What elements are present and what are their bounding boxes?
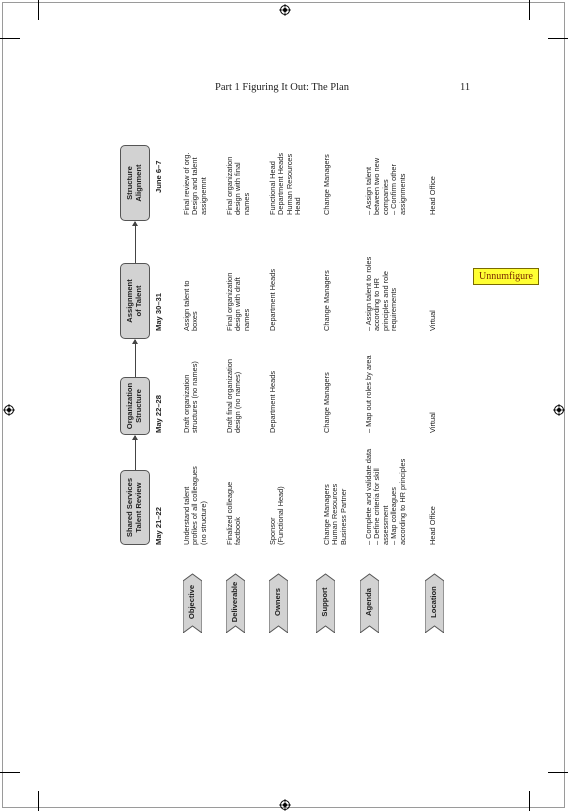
crop-mark-bottom-right-horizontal: [548, 772, 568, 773]
page-number: 11: [460, 82, 471, 93]
row-label-text: Objective: [187, 584, 197, 620]
crop-mark-top-right-vertical: [529, 0, 530, 20]
row-label-text: Deliverable: [230, 581, 240, 623]
registration-mark-left: [3, 404, 15, 416]
cell-objective-1: Understand talent profiles of all colleagues (no structure): [182, 466, 208, 545]
unnumbered-figure-stamp: Unnumfigure: [473, 268, 539, 285]
stage-box-structure-alignment: Structure Alignment: [120, 145, 150, 221]
cell-location-4: Head Office: [428, 176, 437, 215]
stage-date-3: May 30–31: [154, 293, 163, 331]
row-label-agenda: [360, 573, 379, 633]
registration-mark-top: [279, 4, 291, 16]
cell-deliverable-2: Draft final organization design (no names): [225, 359, 243, 433]
row-label-support: [316, 573, 335, 633]
stage-box-assignment-of-talent: Assignment of Talent: [120, 263, 150, 339]
row-label-text: Agenda: [364, 588, 374, 616]
cell-location-1: Head Office: [428, 506, 437, 545]
cell-owners-1: Sponsor (Functional Head): [268, 486, 286, 545]
row-label-text: Location: [429, 586, 439, 618]
row-label-owners: [269, 573, 288, 633]
cell-deliverable-4: Final organization design with final names: [225, 156, 251, 215]
registration-mark-right: [553, 404, 565, 416]
stage-date-1: May 21–22: [154, 507, 163, 545]
arrow-stage-2-to-3: [135, 340, 136, 377]
row-label-text: Support: [320, 587, 330, 617]
cell-agenda-3: – Assign talent to roles according to HR principles and role requirements: [364, 256, 399, 331]
crop-mark-top-left-vertical: [38, 0, 39, 20]
cell-objective-3: Assign talent to boxes: [182, 280, 200, 331]
row-label-location: [425, 573, 444, 633]
crop-mark-top-left-horizontal: [0, 38, 20, 39]
cell-support-1: Change Managers Human Resources Business Partner: [322, 483, 348, 545]
arrow-stage-1-to-2: [135, 436, 136, 470]
row-label-objective: [183, 573, 202, 633]
cell-objective-2: Draft organization structures (no names): [182, 361, 200, 433]
crop-mark-bottom-left-vertical: [38, 791, 39, 811]
cell-objective-4: Final review of org. Design and talent assignemnt: [182, 152, 208, 215]
cell-location-3: Virtual: [428, 310, 437, 331]
running-header-title: Part 1 Figuring It Out: The Plan: [215, 82, 349, 93]
running-header: [0, 82, 568, 96]
registration-mark-bottom: [279, 799, 291, 811]
crop-mark-bottom-right-vertical: [529, 791, 530, 811]
row-label-text: Owners: [273, 588, 283, 616]
stage-date-4: June 6–7: [154, 160, 163, 193]
crop-mark-bottom-left-horizontal: [0, 772, 20, 773]
process-figure: [120, 128, 440, 633]
cell-agenda-2: – Map out roles by area: [364, 355, 373, 433]
cell-agenda-1: – Complete and validate data – Define criteria for skill assessment – Map colleagues according to HR principles: [364, 448, 407, 545]
stage-box-shared-services: Shared Services Talent Review: [120, 470, 150, 545]
cell-owners-2: Department Heads: [268, 370, 277, 433]
stage-date-2: May 22–28: [154, 395, 163, 433]
cell-support-4: Change Managers: [322, 154, 331, 215]
cell-agenda-4: – Assign talent between two new companies – Confirm other assignments: [364, 157, 407, 215]
crop-mark-top-right-horizontal: [548, 38, 568, 39]
cell-support-3: Change Managers: [322, 270, 331, 331]
cell-owners-4: Functional Head Department Heads Human Resources Head: [268, 152, 303, 215]
row-label-deliverable: [226, 573, 245, 633]
cell-owners-3: Department Heads: [268, 268, 277, 331]
stage-box-organization-structure: Organization Structure: [120, 377, 150, 435]
arrow-stage-3-to-4: [135, 222, 136, 263]
cell-deliverable-1: Finalized colleague factbook: [225, 481, 243, 545]
cell-location-2: Virtual: [428, 412, 437, 433]
cell-support-2: Change Managers: [322, 372, 331, 433]
cell-deliverable-3: Final organization design with draft names: [225, 272, 251, 331]
